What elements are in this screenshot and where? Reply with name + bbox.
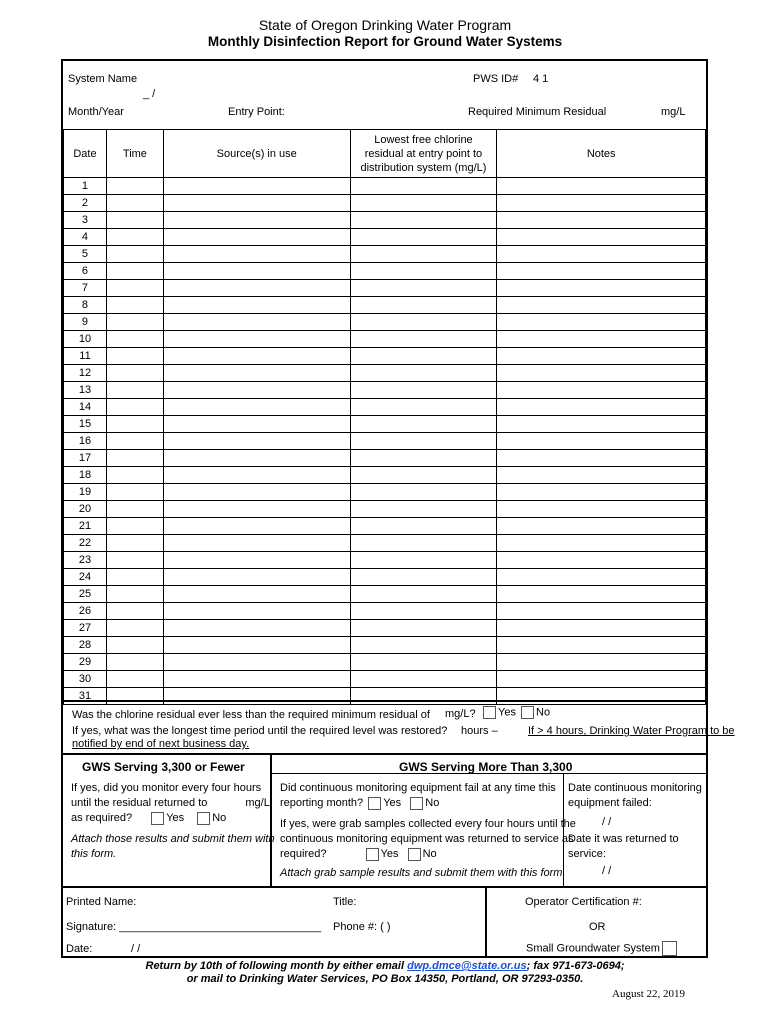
time-cell[interactable] (106, 535, 163, 552)
source-cell[interactable] (163, 450, 350, 467)
notes-cell[interactable] (497, 484, 706, 501)
table-row (64, 501, 706, 518)
notes-cell[interactable] (497, 382, 706, 399)
source-cell[interactable] (163, 178, 350, 195)
phone-field[interactable]: Phone #: ( ) (333, 921, 391, 933)
residual-question-unit: mg/L? (445, 708, 476, 720)
notes-cell[interactable] (497, 297, 706, 314)
source-cell[interactable] (163, 433, 350, 450)
table-row (64, 637, 706, 654)
gws-large-title: GWS Serving More Than 3,300 (399, 760, 573, 774)
day-number: 9 (64, 314, 107, 331)
source-cell[interactable] (163, 399, 350, 416)
day-number: 20 (64, 501, 107, 518)
returned-date-field[interactable]: / / (602, 865, 612, 877)
notes-cell[interactable] (497, 229, 706, 246)
title-label: Title: (333, 896, 357, 908)
failed-label2: equipment failed: (568, 797, 652, 809)
grab-samples-yes-checkbox[interactable] (366, 848, 379, 861)
table-row (64, 467, 706, 484)
day-number: 29 (64, 654, 107, 671)
table-row (64, 450, 706, 467)
residual-cell[interactable] (350, 331, 497, 348)
time-cell[interactable] (106, 603, 163, 620)
table-row (64, 297, 706, 314)
notification-note: If > 4 hours, Drinking Water Program to be (528, 725, 735, 737)
day-number: 21 (64, 518, 107, 535)
table-row (64, 348, 706, 365)
residual-cell[interactable] (350, 280, 497, 297)
residual-cell[interactable] (350, 501, 497, 518)
table-row (64, 331, 706, 348)
col-time: Time (106, 130, 163, 178)
table-row (64, 246, 706, 263)
equipment-fail-no-label: No (425, 797, 440, 809)
notes-cell[interactable] (497, 671, 706, 688)
notes-cell[interactable] (497, 280, 706, 297)
table-row (64, 484, 706, 501)
residual-cell[interactable] (350, 603, 497, 620)
required-residual-unit: mg/L (661, 106, 686, 118)
residual-cell[interactable] (350, 416, 497, 433)
notes-cell[interactable] (497, 535, 706, 552)
residual-cell[interactable] (350, 314, 497, 331)
day-number: 15 (64, 416, 107, 433)
time-cell[interactable] (106, 637, 163, 654)
required-residual-label: Required Minimum Residual (468, 106, 607, 118)
table-row (64, 365, 706, 382)
equipment-fail-yes-label: Yes (383, 797, 402, 809)
time-cell[interactable] (106, 671, 163, 688)
notes-cell[interactable] (497, 467, 706, 484)
returned-label2: service: (568, 848, 606, 860)
equipment-dates (568, 781, 702, 879)
time-cell[interactable] (106, 552, 163, 569)
table-row (64, 178, 706, 195)
time-cell[interactable] (106, 280, 163, 297)
gws-small-line3: as required? (71, 812, 133, 824)
pws-id-value[interactable]: 4 1 (533, 73, 549, 85)
source-cell[interactable] (163, 484, 350, 501)
grab-samples-no-label: No (422, 848, 437, 860)
equipment-fail-no-checkbox[interactable] (410, 797, 423, 810)
notes-cell[interactable] (497, 637, 706, 654)
source-cell[interactable] (163, 229, 350, 246)
notes-cell[interactable] (497, 399, 706, 416)
grab-samples-yes-label: Yes (380, 848, 399, 860)
table-row (64, 535, 706, 552)
month-year-label: Month/Year (68, 106, 124, 118)
time-cell[interactable] (106, 518, 163, 535)
time-cell[interactable] (106, 654, 163, 671)
form-agency-title: State of Oregon Drinking Water Program (258, 17, 512, 33)
gws-large-q1-line1: Did continuous monitoring equipment fail at any time this (280, 782, 556, 794)
gws-large-q2-line3: required? (280, 848, 327, 860)
day-number: 8 (64, 297, 107, 314)
form-title: Monthly Disinfection Report for Ground Water Systems (207, 34, 563, 49)
col-notes: Notes (497, 130, 706, 178)
residual-cell[interactable] (350, 212, 497, 229)
day-number: 17 (64, 450, 107, 467)
gws-small-attach2: this form. (71, 848, 117, 860)
source-cell[interactable] (163, 331, 350, 348)
residual-cell[interactable] (350, 586, 497, 603)
date-label: Date: (66, 943, 93, 955)
residual-cell[interactable] (350, 433, 497, 450)
divider (63, 700, 706, 702)
notes-cell[interactable] (497, 603, 706, 620)
col-source: Source(s) in use (163, 130, 350, 178)
source-cell[interactable] (163, 637, 350, 654)
small-gw-system (526, 941, 679, 956)
printed-name-label: Printed Name: (66, 896, 137, 908)
time-cell[interactable] (106, 229, 163, 246)
time-cell[interactable] (106, 501, 163, 518)
source-cell[interactable] (163, 348, 350, 365)
source-cell[interactable] (163, 263, 350, 280)
notes-cell[interactable] (497, 246, 706, 263)
residual-cell[interactable] (350, 365, 497, 382)
source-cell[interactable] (163, 671, 350, 688)
returned-label1: Date it was returned to (568, 833, 679, 845)
time-cell[interactable] (106, 399, 163, 416)
notes-cell[interactable] (497, 263, 706, 280)
grab-samples-no-checkbox[interactable] (408, 848, 421, 861)
time-cell[interactable] (106, 569, 163, 586)
gws-large-question (280, 781, 576, 881)
table-row (64, 586, 706, 603)
failed-label1: Date continuous monitoring (568, 782, 702, 794)
table-row (64, 433, 706, 450)
notes-cell[interactable] (497, 331, 706, 348)
day-number: 27 (64, 620, 107, 637)
residual-cell[interactable] (350, 467, 497, 484)
sign-date-field[interactable]: / / (131, 943, 141, 955)
day-number: 7 (64, 280, 107, 297)
day-number: 19 (64, 484, 107, 501)
system-name-label: System Name (68, 73, 138, 85)
source-cell[interactable] (163, 365, 350, 382)
residual-cell[interactable] (350, 552, 497, 569)
table-row (64, 620, 706, 637)
notes-cell[interactable] (497, 433, 706, 450)
divider (63, 753, 706, 755)
signature-field[interactable]: Signature: _________________________________ (66, 921, 322, 933)
mail-instructions: or mail to Drinking Water Services, PO Box 14350, Portland, OR 97293-0350. (186, 973, 584, 985)
day-number: 22 (64, 535, 107, 552)
divider (63, 886, 706, 888)
time-cell[interactable] (106, 450, 163, 467)
table-row (64, 314, 706, 331)
daily-log-table (63, 129, 706, 705)
source-cell[interactable] (163, 195, 350, 212)
residual-cell[interactable] (350, 399, 497, 416)
gws-large-attach: Attach grab sample results and submit them with this form. (280, 867, 566, 879)
gws-large-q2-line1: If yes, were grab samples collected every four hours until the (280, 818, 576, 830)
gws-small-line2: until the residual returned to (71, 797, 208, 809)
source-cell[interactable] (163, 501, 350, 518)
gws-small-unit: mg/L (245, 797, 270, 809)
source-cell[interactable] (163, 586, 350, 603)
time-cell[interactable] (106, 246, 163, 263)
residual-cell[interactable] (350, 484, 497, 501)
day-number: 24 (64, 569, 107, 586)
residual-cell[interactable] (350, 620, 497, 637)
restore-hours-label: hours – (461, 725, 498, 737)
notes-cell[interactable] (497, 450, 706, 467)
table-row (64, 416, 706, 433)
divider (485, 886, 487, 958)
table-row (64, 552, 706, 569)
source-cell[interactable] (163, 212, 350, 229)
residual-cell[interactable] (350, 637, 497, 654)
day-number: 23 (64, 552, 107, 569)
table-row (64, 382, 706, 399)
table-row (64, 603, 706, 620)
gws-small-no-checkbox[interactable] (197, 812, 210, 825)
residual-cell[interactable] (350, 518, 497, 535)
day-number: 11 (64, 348, 107, 365)
notes-cell[interactable] (497, 569, 706, 586)
time-cell[interactable] (106, 382, 163, 399)
day-number: 5 (64, 246, 107, 263)
return-instructions (0, 960, 770, 972)
table-row (64, 263, 706, 280)
source-cell[interactable] (163, 535, 350, 552)
residual-yes-checkbox[interactable] (483, 706, 496, 719)
source-cell[interactable] (163, 382, 350, 399)
residual-below-checkboxes (481, 706, 550, 719)
notes-cell[interactable] (497, 654, 706, 671)
gws-small-yes-label: Yes (166, 812, 185, 824)
source-cell[interactable] (163, 297, 350, 314)
small-gw-label: Small Groundwater System (526, 942, 660, 955)
table-row (64, 280, 706, 297)
source-cell[interactable] (163, 620, 350, 637)
day-number: 31 (64, 688, 107, 705)
residual-no-label: No (536, 706, 551, 719)
residual-cell[interactable] (350, 450, 497, 467)
residual-cell[interactable] (350, 195, 497, 212)
notes-cell[interactable] (497, 518, 706, 535)
source-cell[interactable] (163, 246, 350, 263)
table-row (64, 195, 706, 212)
time-cell[interactable] (106, 178, 163, 195)
source-cell[interactable] (163, 280, 350, 297)
day-number: 30 (64, 671, 107, 688)
revision-date: August 22, 2019 (612, 988, 686, 1000)
col-residual: Lowest free chlorine residual at entry point to distribution system (mg/L) (350, 130, 497, 178)
residual-cell[interactable] (350, 348, 497, 365)
residual-cell[interactable] (350, 263, 497, 280)
time-cell[interactable] (106, 484, 163, 501)
source-cell[interactable] (163, 467, 350, 484)
residual-cell[interactable] (350, 178, 497, 195)
day-number: 4 (64, 229, 107, 246)
time-cell[interactable] (106, 314, 163, 331)
notes-cell[interactable] (497, 586, 706, 603)
notes-cell[interactable] (497, 348, 706, 365)
table-row (64, 229, 706, 246)
notes-cell[interactable] (497, 501, 706, 518)
day-number: 6 (64, 263, 107, 280)
source-cell[interactable] (163, 569, 350, 586)
day-number: 10 (64, 331, 107, 348)
day-number: 14 (64, 399, 107, 416)
time-cell[interactable] (106, 433, 163, 450)
operator-cert-label: Operator Certification #: (525, 896, 642, 908)
notes-cell[interactable] (497, 195, 706, 212)
table-row (64, 399, 706, 416)
table-header-row (64, 130, 706, 178)
residual-cell[interactable] (350, 671, 497, 688)
source-cell[interactable] (163, 654, 350, 671)
day-number: 26 (64, 603, 107, 620)
gws-small-line1: If yes, did you monitor every four hours (71, 782, 262, 794)
residual-cell[interactable] (350, 654, 497, 671)
day-number: 3 (64, 212, 107, 229)
source-cell[interactable] (163, 416, 350, 433)
restore-question-text: If yes, what was the longest time period until the required level was restored? (72, 725, 448, 737)
gws-large-q1-line2: reporting month? (280, 797, 364, 809)
time-cell[interactable] (106, 348, 163, 365)
equipment-fail-yes-checkbox[interactable] (368, 797, 381, 810)
table-row (64, 654, 706, 671)
notes-cell[interactable] (497, 620, 706, 637)
divider (270, 773, 708, 774)
residual-cell[interactable] (350, 569, 497, 586)
notes-cell[interactable] (497, 212, 706, 229)
return-instructions-pre: Return by 10th of following month by either email (145, 960, 405, 972)
time-cell[interactable] (106, 263, 163, 280)
day-number: 1 (64, 178, 107, 195)
return-instructions-post: ; fax 971-673-0694; (526, 960, 625, 972)
notes-cell[interactable] (497, 178, 706, 195)
gws-small-question (71, 781, 275, 862)
entry-point-label: Entry Point: (228, 106, 285, 118)
residual-yes-label: Yes (498, 706, 516, 719)
time-cell[interactable] (106, 467, 163, 484)
table-row (64, 518, 706, 535)
residual-no-checkbox[interactable] (521, 706, 534, 719)
table-row (64, 212, 706, 229)
gws-large-q2-line2: continuous monitoring equipment was returned to service as (280, 833, 574, 845)
time-cell[interactable] (106, 331, 163, 348)
small-gw-checkbox[interactable] (662, 941, 677, 956)
gws-small-no-label: No (212, 812, 227, 824)
gws-small-yes-checkbox[interactable] (151, 812, 164, 825)
or-label: OR (589, 921, 606, 933)
residual-cell[interactable] (350, 535, 497, 552)
notes-cell[interactable] (497, 365, 706, 382)
residual-cell[interactable] (350, 382, 497, 399)
source-cell[interactable] (163, 603, 350, 620)
notes-cell[interactable] (497, 314, 706, 331)
source-cell[interactable] (163, 314, 350, 331)
pws-id-label: PWS ID# (473, 73, 519, 85)
month-year-separator: _ / (143, 88, 156, 100)
notes-cell[interactable] (497, 416, 706, 433)
source-cell[interactable] (163, 552, 350, 569)
email-link[interactable]: dwp.dmce@state.or.us (407, 960, 527, 972)
table-row (64, 671, 706, 688)
notification-note-cont: notified by end of next business day. (72, 738, 250, 750)
residual-question (72, 708, 430, 723)
notes-cell[interactable] (497, 552, 706, 569)
table-row (64, 569, 706, 586)
source-cell[interactable] (163, 518, 350, 535)
report-form (61, 59, 735, 958)
residual-cell[interactable] (350, 246, 497, 263)
time-cell[interactable] (106, 365, 163, 382)
day-number: 2 (64, 195, 107, 212)
failed-date-field[interactable]: / / (602, 816, 612, 828)
time-cell[interactable] (106, 416, 163, 433)
time-cell[interactable] (106, 212, 163, 229)
residual-question-text: Was the chlorine residual ever less than the required minimum residual of (72, 709, 430, 721)
day-number: 28 (64, 637, 107, 654)
time-cell[interactable] (106, 586, 163, 603)
day-number: 16 (64, 433, 107, 450)
residual-cell[interactable] (350, 297, 497, 314)
day-number: 25 (64, 586, 107, 603)
residual-cell[interactable] (350, 229, 497, 246)
time-cell[interactable] (106, 620, 163, 637)
day-number: 12 (64, 365, 107, 382)
col-date: Date (64, 130, 107, 178)
time-cell[interactable] (106, 195, 163, 212)
day-number: 18 (64, 467, 107, 484)
gws-small-title: GWS Serving 3,300 or Fewer (82, 760, 245, 774)
time-cell[interactable] (106, 297, 163, 314)
day-number: 13 (64, 382, 107, 399)
gws-small-attach1: Attach those results and submit them with (71, 833, 275, 845)
